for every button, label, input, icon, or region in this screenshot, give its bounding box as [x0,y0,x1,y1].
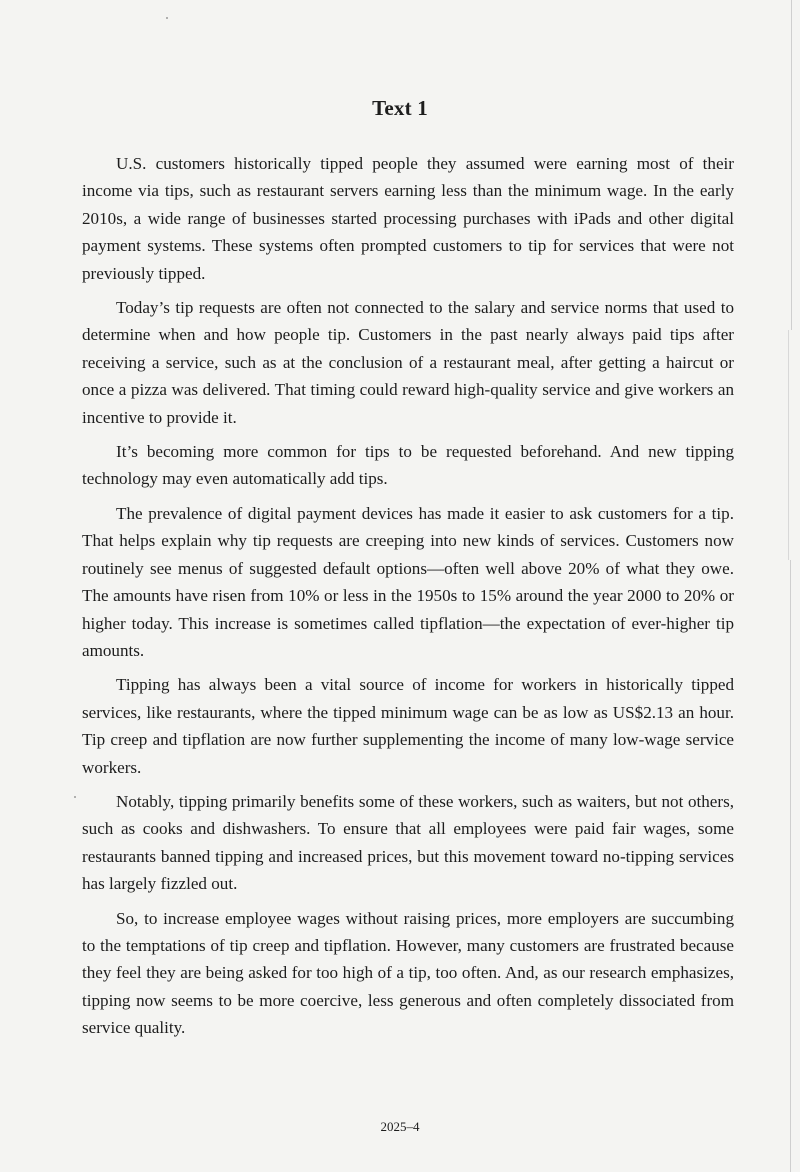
paragraph-2: Today’s tip requests are often not connected to the salary and service norms that used to determine when and how people tip. Customers in the past nearly always paid tips after receiving a service, such as at the conclusion of a restaurant meal, after getting a haircut or once a pizza was delivered. That timing could reward high-quality service and give workers an incentive to provide it. [82,298,734,427]
paragraph-7: So, to increase employee wages without raising prices, more employers are succumbing to the temptations of tip creep and tipflation. However, many customers are frustrated because they feel they are being asked for too high of a tip, too often. And, as our research emphasizes, tipping now seems to be more coercive, less generous and often completely dissociated from service quality. [82,908,734,1038]
scan-speck [166,17,168,19]
paragraph-6: Notably, tipping primarily benefits some of these workers, such as waiters, but not others, such as cooks and dishwashers. To ensure that all employees were paid fair wages, some restaurants banned tipping and increased prices, but this movement toward no-tipping services has largely fizzled out. [82,791,734,894]
paragraph-4: The prevalence of digital payment devices has made it easier to ask customers for a tip. That helps explain why tip requests are creeping into new kinds of services. Customers now routinely see menus of suggested default options—often well above 20% of what they owe. The amounts have risen from 10% or less in the 1950s to 15% around the year 2000 to 20% or higher today. This increase is sometimes called tipflation—the expectation of ever-higher tip amounts. [82,503,734,660]
paragraph-1: U.S. customers historically tipped people they assumed were earning most of their income via tips, such as restaurant servers earning less than the minimum wage. In the early 2010s, a wide range of businesses started processing purchases with iPads and other digital payment systems. These systems often prompted customers to tip for services that were not previously tipped. [82,154,734,283]
paragraph-3: It’s becoming more common for tips to be requested beforehand. And new tipping technology may even automatically add tips. [82,442,734,489]
scan-edge-line [791,0,792,330]
document-body [82,150,734,1049]
page-number: 2025–4 [380,1119,420,1134]
scan-edge-line [790,560,791,1172]
scan-speck [74,796,76,798]
document-title: Text 1 [372,96,428,120]
paragraph-5: Tipping has always been a vital source of income for workers in historically tipped services, like restaurants, where the tipped minimum wage can be as low as US$2.13 an hour. Tip creep and tipflation are now further supplementing the income of many low-wage service workers. [82,675,734,777]
scan-edge-line [788,330,789,560]
